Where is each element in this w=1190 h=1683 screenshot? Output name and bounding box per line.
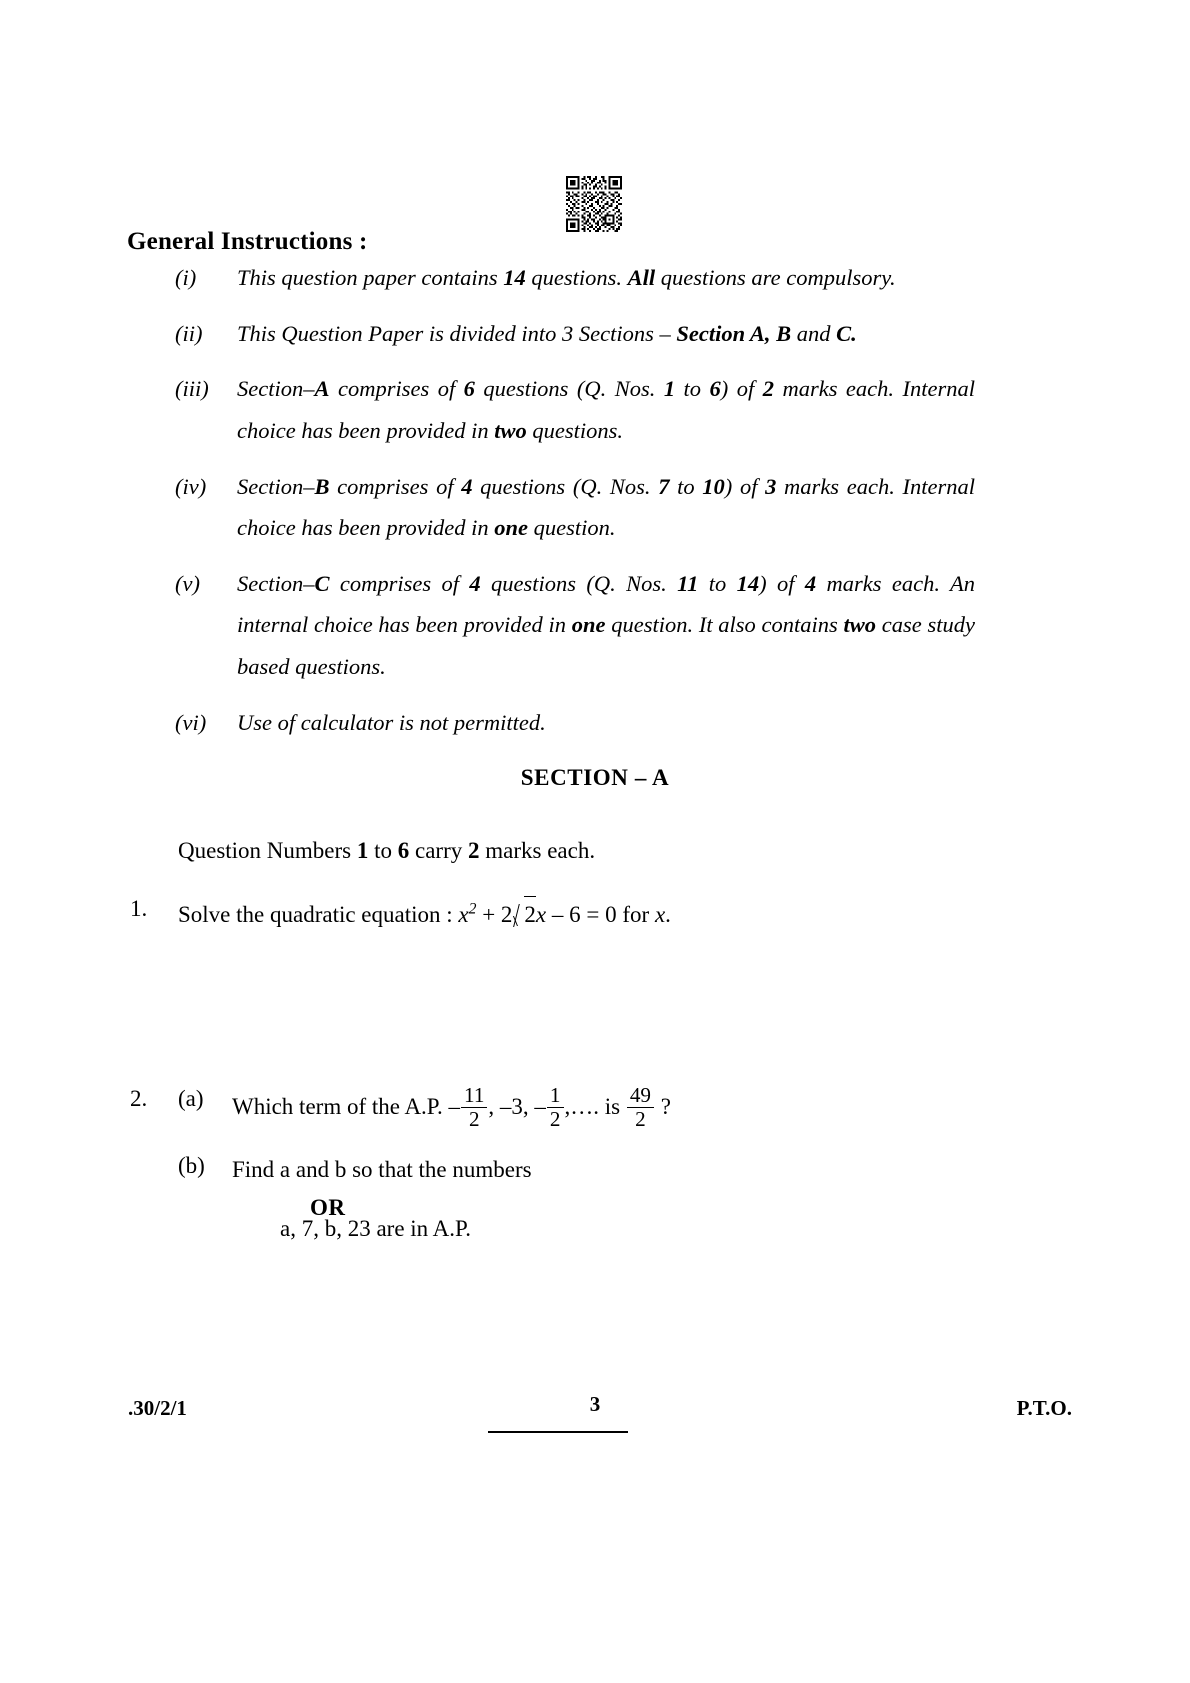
plain-text: marks each. Internal choice has been provided in — [237, 376, 975, 443]
plain-text: ) of — [724, 473, 766, 499]
emphasis-text: C. — [836, 320, 857, 346]
question-1-prompt: Solve the quadratic equation : — [178, 902, 459, 927]
question-1-text — [178, 896, 671, 933]
fraction-49-over-2 — [627, 1085, 654, 1130]
ap-middle-2: ,…. is — [564, 1093, 626, 1119]
plain-text: Section– — [237, 376, 315, 402]
plain-text: to — [698, 570, 737, 596]
fraction-denominator: 2 — [549, 1107, 561, 1132]
emphasis-text: 3 — [765, 473, 777, 499]
footer-pto: P.T.O. — [1016, 1396, 1072, 1420]
plain-text: ) of — [720, 376, 763, 402]
fraction-1-over-2 — [547, 1085, 564, 1130]
math-variable-after-root: x — [535, 902, 547, 927]
plain-text: This question paper contains — [237, 265, 504, 290]
instruction-item-vi — [175, 702, 975, 744]
plain-text: and — [791, 320, 837, 346]
plain-text: Section– — [237, 570, 315, 596]
footer-paper-code: .30/2/1 — [128, 1396, 187, 1420]
section-a-heading: SECTION – A — [520, 765, 670, 790]
question-2a-label: (a) — [178, 1086, 204, 1111]
plain-text: This Question Paper is divided into 3 Sections – — [237, 320, 677, 346]
general-instructions-heading: General Instructions : — [127, 228, 368, 255]
instruction-item-ii — [175, 313, 975, 355]
plain-text: questions (Q. Nos. — [474, 376, 664, 402]
emphasis-text: one — [571, 612, 606, 638]
radicand: 2 — [524, 896, 536, 933]
instruction-item-iv — [175, 466, 975, 549]
emphasis-text: B — [314, 473, 330, 499]
fraction-numerator: 11 — [461, 1085, 487, 1108]
plain-text: to — [669, 473, 703, 499]
plain-text: comprises of — [329, 376, 464, 402]
instructions-list — [175, 257, 975, 757]
instruction-text — [237, 466, 975, 549]
emphasis-text: one — [494, 515, 528, 541]
emphasis-text: 4 — [461, 473, 473, 499]
instruction-item-iii — [175, 368, 975, 451]
plain-text: questions (Q. Nos. — [480, 570, 678, 596]
instruction-marker: (ii) — [175, 320, 203, 346]
square-root-icon — [513, 896, 536, 933]
plain-text: questions (Q. Nos. — [472, 473, 659, 499]
emphasis-text: C — [314, 570, 330, 596]
emphasis-text: two — [494, 417, 527, 443]
or-divider-label: OR — [310, 1195, 346, 1220]
note-marks: 2 — [468, 838, 480, 863]
ap-minus-2: – — [534, 1093, 546, 1119]
emphasis-text: All — [627, 265, 656, 290]
plain-text: question. It also contains — [605, 612, 844, 638]
plain-text: marks each. An internal choice has been provided in — [237, 570, 975, 638]
note-suffix: carry — [409, 838, 469, 863]
plain-text: comprises of — [329, 570, 470, 596]
ap-middle-1: , –3, — [488, 1093, 535, 1119]
plain-text: question. — [527, 515, 616, 541]
instruction-text — [237, 257, 975, 299]
question-2a-prompt: Which term of the A.P. — [232, 1093, 449, 1119]
math-tail: – 6 = 0 for — [546, 902, 655, 927]
plain-text: questions. — [526, 417, 623, 443]
ap-minus-1: – — [448, 1093, 461, 1119]
question-2b-line-2: a, 7, b, 23 are in A.P. — [280, 1216, 472, 1241]
emphasis-text: 2 — [762, 376, 774, 402]
instruction-marker: (iv) — [175, 473, 207, 499]
fraction-numerator: 1 — [547, 1085, 564, 1108]
emphasis-text: Section A, B — [676, 320, 792, 346]
qr-code-icon — [566, 176, 622, 232]
question-2a-text — [232, 1083, 671, 1132]
instruction-text — [237, 702, 975, 744]
emphasis-text: 1 — [663, 376, 676, 402]
question-2b-label: (b) — [178, 1153, 205, 1178]
emphasis-text: A — [314, 376, 330, 402]
math-exponent: 2 — [468, 900, 477, 918]
instruction-text — [237, 313, 975, 355]
fraction-numerator: 49 — [627, 1085, 654, 1108]
emphasis-text: 11 — [677, 570, 699, 596]
instruction-text — [237, 368, 975, 451]
instruction-item-v — [175, 563, 975, 688]
plain-text: marks each. Internal choice has been provided in — [237, 473, 975, 541]
emphasis-text: 7 — [658, 473, 670, 499]
plain-text: case study based questions. — [237, 612, 975, 679]
question-2-number: 2. — [130, 1086, 148, 1111]
question-2b-line-1: Find a and b so that the numbers — [232, 1157, 532, 1182]
instruction-text — [237, 563, 975, 688]
math-coefficient: 2 — [500, 902, 513, 927]
emphasis-text: 14 — [736, 570, 760, 596]
emphasis-text: two — [843, 612, 877, 638]
instruction-marker: (iii) — [175, 376, 209, 402]
section-marks-note — [178, 838, 595, 864]
instruction-marker: (i) — [175, 265, 197, 290]
plain-text: Section– — [237, 473, 315, 499]
math-final-variable: x — [654, 902, 666, 927]
footer-rule — [488, 1431, 628, 1433]
plain-text: ) of — [759, 570, 805, 596]
note-end: marks each. — [479, 838, 596, 863]
math-plus: + — [476, 902, 501, 927]
instruction-marker: (vi) — [175, 709, 207, 735]
note-from: 1 — [356, 838, 369, 863]
question-1-number: 1. — [130, 896, 148, 921]
emphasis-text: 4 — [469, 570, 481, 596]
emphasis-text: 10 — [702, 473, 725, 499]
fraction-denominator: 2 — [635, 1107, 646, 1132]
instruction-item-i — [175, 257, 975, 299]
math-period: . — [665, 902, 671, 927]
emphasis-text: 14 — [503, 265, 526, 290]
instruction-marker: (v) — [175, 570, 200, 596]
plain-text: questions are compulsory. — [655, 265, 896, 290]
ap-question-mark: ? — [655, 1093, 671, 1119]
note-to: 6 — [397, 838, 410, 863]
emphasis-text: 4 — [804, 570, 817, 596]
footer-page-number: 3 — [589, 1392, 601, 1416]
plain-text: to — [675, 376, 710, 402]
emphasis-text: 6 — [709, 376, 721, 402]
fraction-denominator: 2 — [468, 1107, 480, 1132]
note-prefix: Question Numbers — [178, 838, 357, 863]
math-variable-x: x — [458, 902, 469, 927]
plain-text: questions. — [525, 265, 628, 290]
plain-text: comprises of — [329, 473, 462, 499]
plain-text: Use of calculator is not permitted. — [237, 709, 546, 735]
note-mid: to — [368, 838, 398, 863]
emphasis-text: 6 — [463, 376, 475, 402]
fraction-11-over-2 — [461, 1085, 487, 1130]
